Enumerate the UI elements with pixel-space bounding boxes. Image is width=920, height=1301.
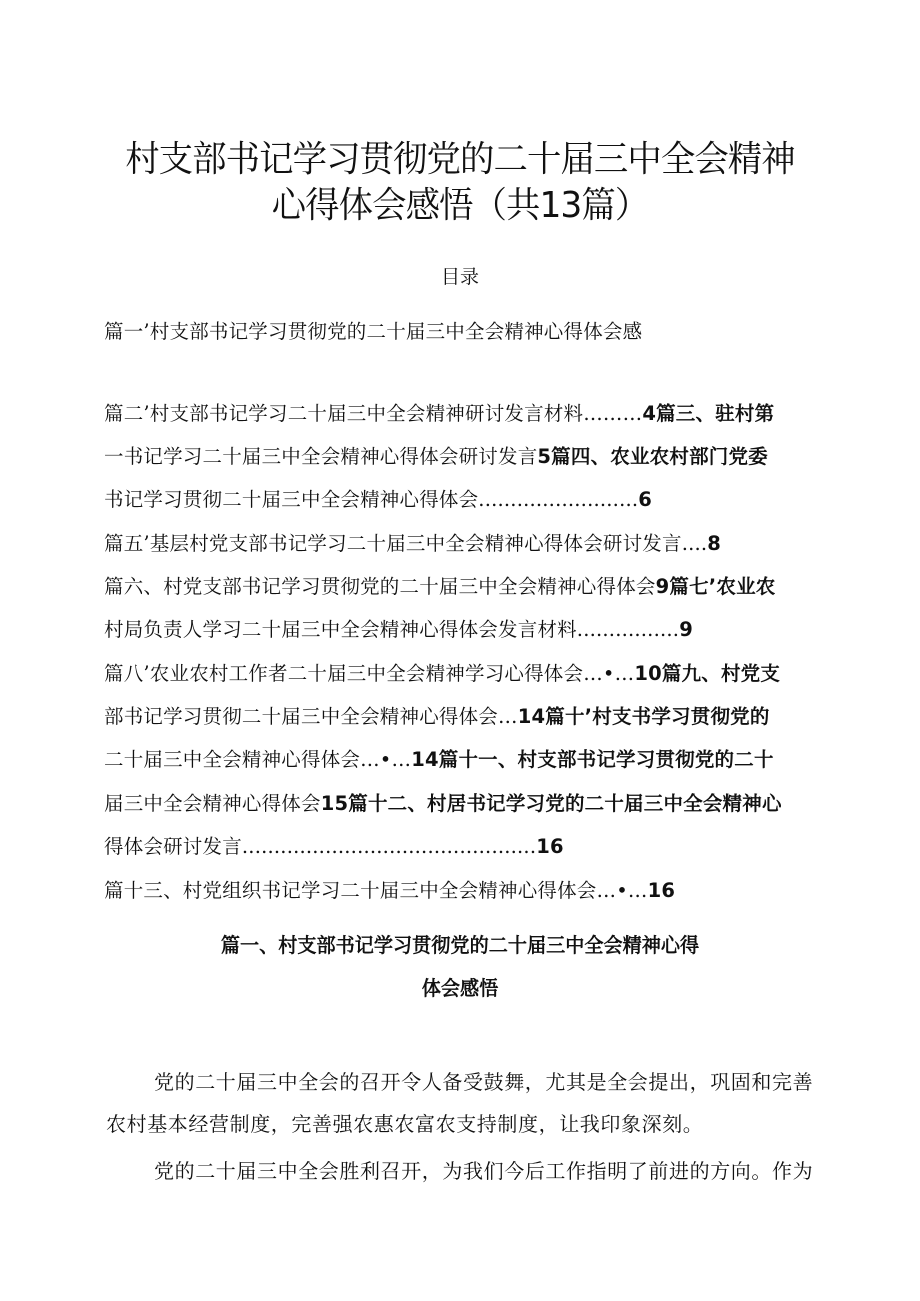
document-title-line-1: 村支部书记学习贯彻党的二十届三中全会精神	[125, 139, 795, 180]
toc-entry-text: 一书记学习二十届三中全会精神心得体会研讨发言	[104, 445, 538, 468]
toc-heading: 目录	[440, 266, 479, 288]
toc-entry-text: 篇八’农业农村工作者二十届三中全会精神学习心得体会…•…	[104, 662, 635, 685]
toc-entry	[104, 484, 652, 512]
toc-entry	[104, 658, 780, 686]
toc-entry-text: 届三中全会精神心得体会	[104, 792, 321, 815]
toc-entry-page: 5篇四、农业农村部门党委	[537, 445, 768, 468]
paragraph-line: 农村基本经营制度，完善强农惠农富农支持制度，让我印象深刻。	[106, 1112, 704, 1136]
toc-entry	[104, 528, 721, 556]
toc-entry	[104, 744, 774, 772]
toc-entry	[104, 571, 776, 599]
toc-entry-page: 8	[707, 532, 722, 555]
toc-entry-page: 9篇七’农业农	[655, 575, 776, 598]
toc-entry-text: 书记学习贯彻二十届三中全会精神心得体会.........................	[104, 488, 639, 511]
toc-entry-page: 10篇九、村党支	[634, 662, 781, 685]
toc-entry-page: 16	[536, 835, 564, 858]
toc-entry	[104, 831, 564, 859]
toc-entry	[104, 614, 693, 642]
section-title-line-2: 体会感悟	[421, 976, 499, 1000]
document-title-line-2: 心得体会感悟（共13篇）	[271, 185, 649, 226]
section-title-line-1: 篇一、村支部书记学习贯彻党的二十届三中全会精神心得	[220, 933, 700, 957]
paragraph-line: 党的二十届三中全会胜利召开，为我们今后工作指明了前进的方向。作为	[154, 1159, 814, 1183]
toc-entry-text: 村局负责人学习二十届三中全会精神心得体会发言材料................	[104, 618, 680, 641]
paragraph-line: 党的二十届三中全会的召开令人备受鼓舞，尤其是全会提出，巩固和完善	[154, 1070, 814, 1094]
toc-entry	[104, 701, 770, 729]
toc-entry-page: 15篇十二、村居书记学习党的二十届三中全会精神心	[320, 792, 782, 815]
toc-entry-text: 篇五’基层村党支部书记学习二十届三中全会精神心得体会研讨发言....	[104, 532, 708, 555]
toc-entry	[104, 441, 768, 469]
toc-entry-page: 4篇三、驻村第	[642, 402, 775, 425]
toc-entry-page: 14篇十一、村支部书记学习贯彻党的二十	[411, 748, 774, 771]
toc-entry-page: 14篇十’村支书学习贯彻党的	[517, 705, 770, 728]
toc-entry-text: 篇十三、村党组织书记学习二十届三中全会精神心得体会…•…	[104, 879, 648, 902]
toc-entry	[104, 316, 642, 344]
toc-entry-text: 篇一’村支部书记学习贯彻党的二十届三中全会精神心得体会感	[104, 320, 643, 343]
toc-entry	[104, 398, 774, 426]
toc-entry-text: 篇六、村党支部书记学习贯彻党的二十届三中全会精神心得体会	[104, 575, 656, 598]
toc-entry-text: 得体会研讨发言..............................................	[104, 835, 537, 858]
toc-entry-text: 二十届三中全会精神心得体会…•…	[104, 748, 412, 771]
toc-entry-text: 部书记学习贯彻二十届三中全会精神心得体会…	[104, 705, 518, 728]
toc-entry-page: 6	[638, 488, 653, 511]
toc-entry-page: 16	[647, 879, 676, 902]
toc-entry-page: 9	[679, 618, 693, 641]
toc-entry	[104, 875, 675, 903]
toc-entry	[104, 788, 782, 816]
toc-entry-text: 篇二’村支部书记学习二十届三中全会精神研讨发言材料………	[104, 402, 643, 425]
